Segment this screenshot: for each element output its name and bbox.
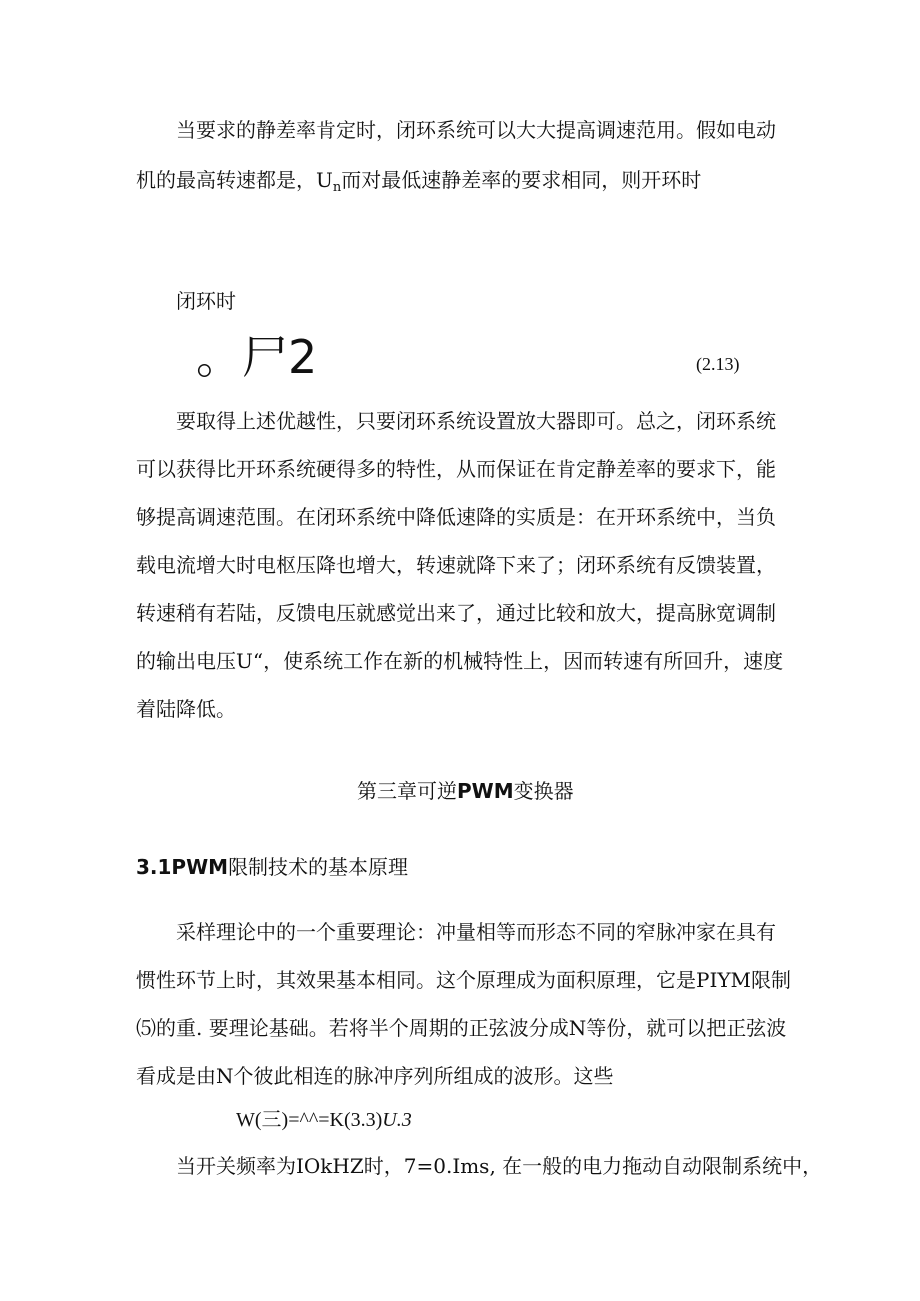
- paragraph-2-line-6: 的输出电压U“，使系统工作在新的机械特性上，因而转速有所回升，速度: [136, 649, 784, 673]
- paragraph-4-line-1: 当开关频率为IOkHZ时，7=0.Ims, 在一般的电力拖动自动限制系统中，: [176, 1154, 823, 1178]
- paragraph-3-line-4: 看成是由N个彼此相连的脉冲序列所组成的波形。这些: [136, 1064, 614, 1088]
- chapter-title-prefix: 第三章可逆: [357, 779, 457, 803]
- paragraph-1-line-2-start: 机的最高转速都是，U: [136, 168, 333, 192]
- paragraph-1-line-2: [136, 166, 701, 202]
- section-title: [136, 853, 408, 881]
- subscript-n: n: [332, 180, 342, 195]
- paragraph-3-line-2: 惯性环节上时，其效果基本相同。这个原理成为面积原理，它是PIYM限制: [136, 968, 792, 992]
- formula-3-3-italic: U.3: [382, 1109, 412, 1131]
- paragraph-2-line-3: 够提高调速范围。在闭环系统中降低速降的实质是：在开环系统中，当负: [136, 505, 776, 529]
- paragraph-2-line-4: 载电流增大时电枢压降也增大，转速就降下来了；闭环系统有反馈装置，: [136, 553, 776, 577]
- section-number: 3.1PWM: [136, 855, 229, 879]
- paragraph-2-line-5: 转速稍有若陆，反馈电压就感觉出来了，通过比较和放大，提高脉宽调制: [136, 601, 776, 625]
- closed-loop-label: 闭环时: [176, 289, 236, 313]
- paragraph-1-line-2-end: 而对最低速静差率的要求相同，则开环时: [341, 168, 702, 192]
- paragraph-2-line-7: 着陆降低。: [136, 697, 236, 721]
- paragraph-2-line-2: 可以获得比开环系统硬得多的特性，从而保证在肯定静差率的要求下，能: [136, 457, 776, 481]
- paragraph-3-line-3: ⑸的重. 要理论基础。若将半个周期的正弦波分成N等份，就可以把正弦波: [136, 1016, 787, 1040]
- equation-number-2-13: (2.13): [696, 354, 740, 374]
- formula-2-13: 。尸2: [196, 330, 318, 384]
- paragraph-1-line-1: 当要求的静差率肯定时，闭环系统可以大大提高调速范用。假如电动: [176, 118, 776, 142]
- chapter-title: [357, 777, 574, 805]
- chapter-title-pwm: PWM: [457, 779, 514, 803]
- formula-3-3-main: W(三)=^^=K(3.3): [236, 1109, 383, 1131]
- formula-3-3: [236, 1106, 412, 1134]
- section-title-text: 限制技术的基本原理: [228, 855, 409, 879]
- paragraph-3-line-1: 采样理论中的一个重要理论：冲量相等而形态不同的窄脉冲家在具有: [176, 920, 776, 944]
- paragraph-2-line-1: 要取得上述优越性，只要闭环系统设置放大器即可。总之，闭环系统: [176, 409, 776, 433]
- chapter-title-suffix: 变换器: [513, 779, 574, 803]
